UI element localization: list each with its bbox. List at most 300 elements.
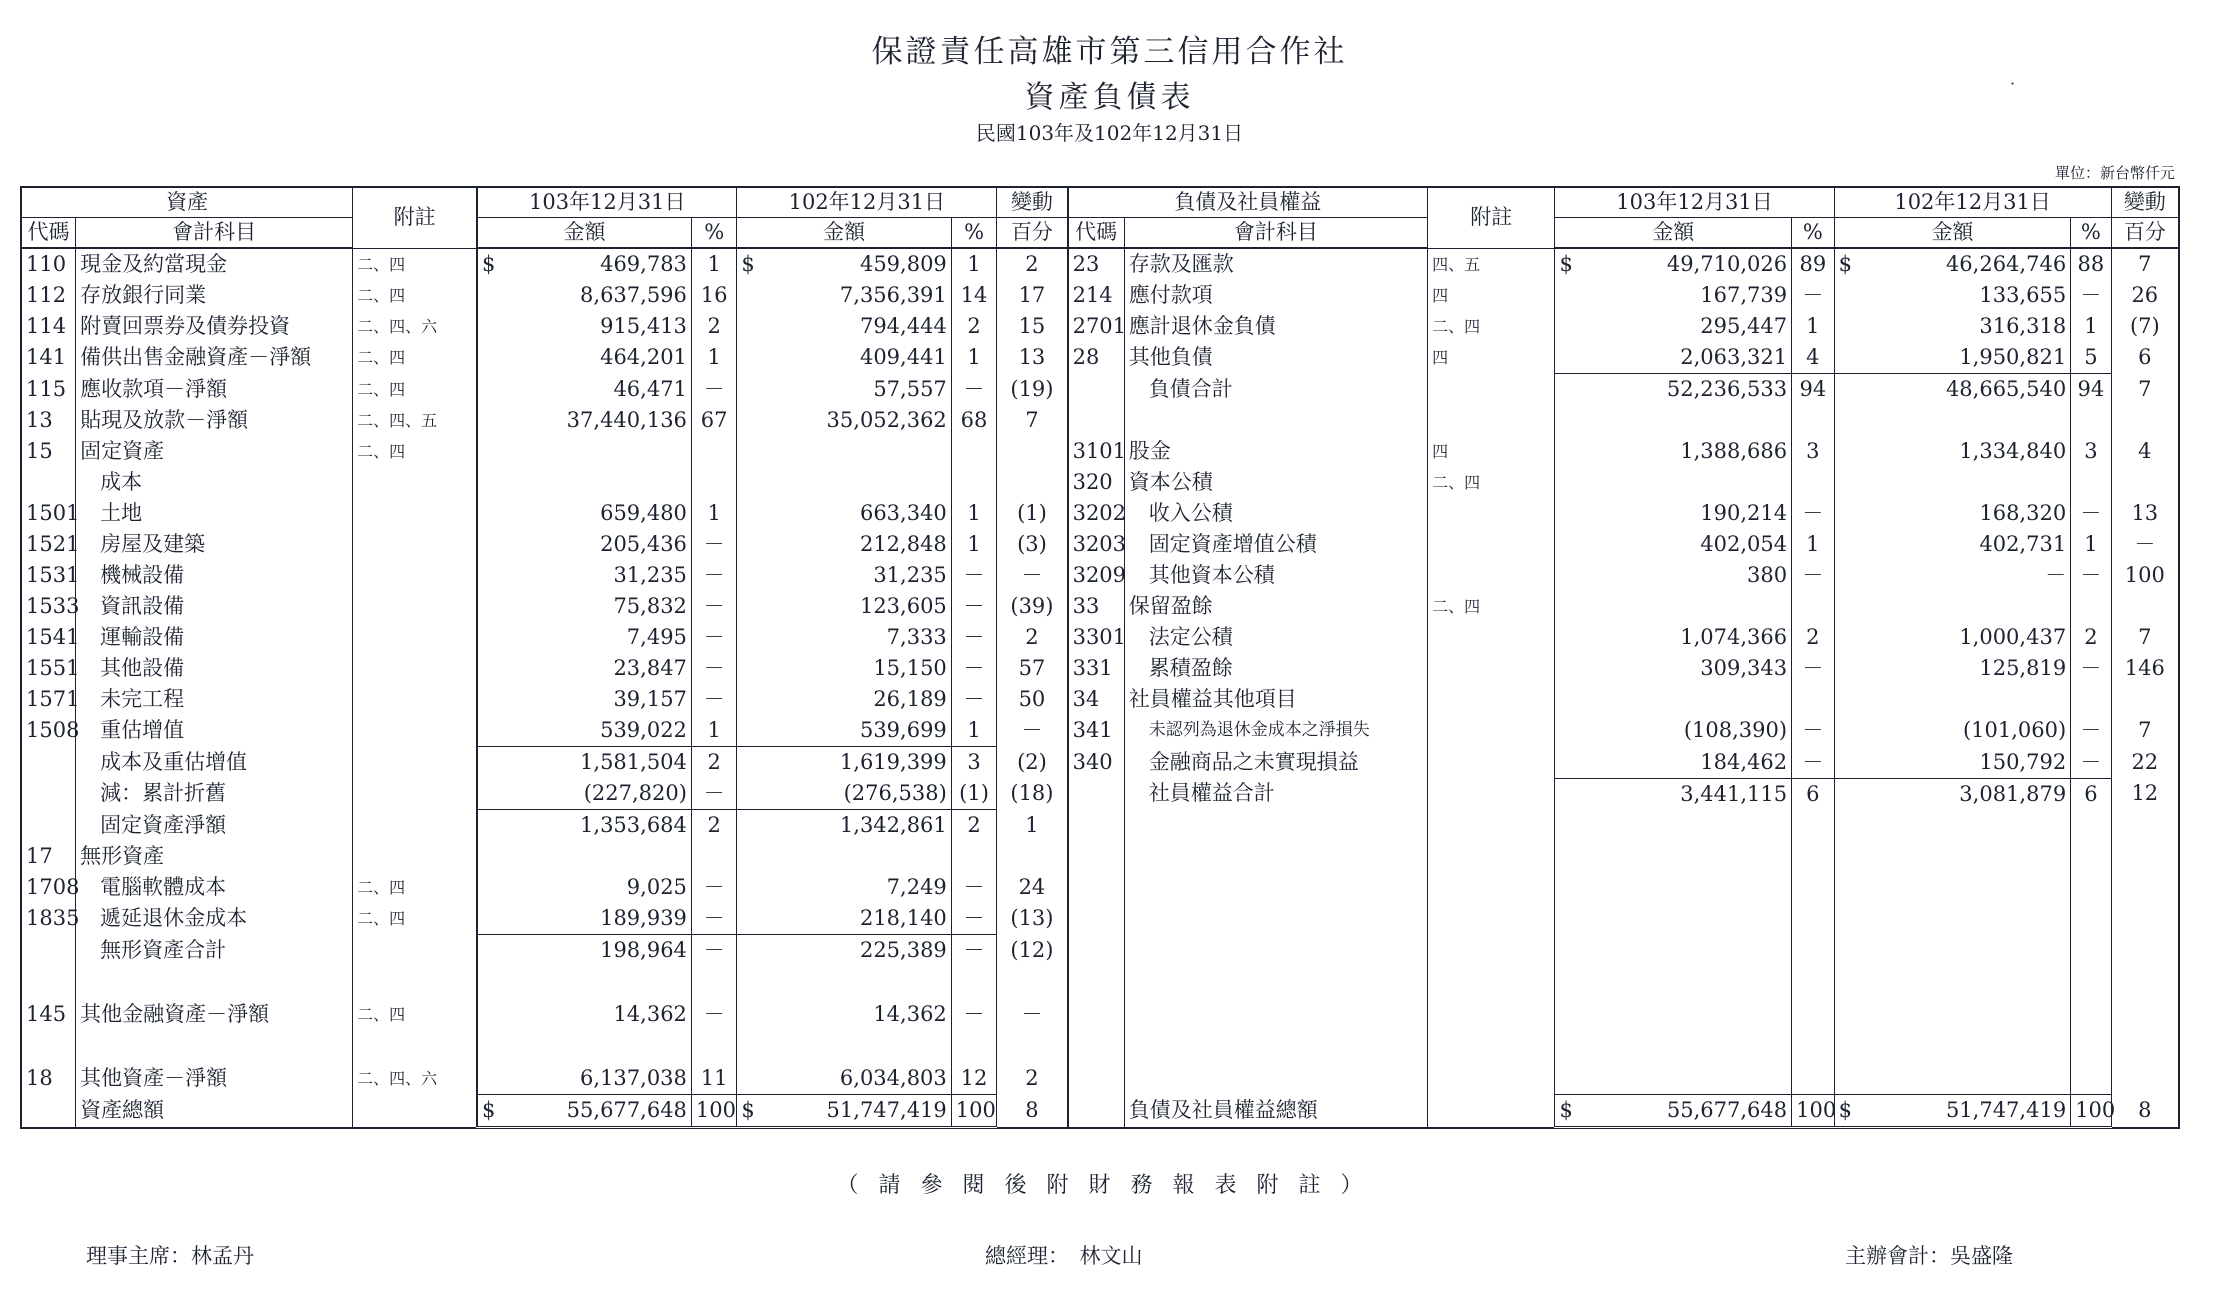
liab-103-amount <box>1555 999 1792 1030</box>
liab-103-pct-value: 3 <box>1806 439 1820 463</box>
liab-103-amount-value: 295,447 <box>1700 314 1788 338</box>
asset-102-pct <box>951 1095 997 1128</box>
asset-102-pct <box>951 684 997 715</box>
liab-code <box>1068 1030 1125 1063</box>
asset-103-amount-value: 1,581,504 <box>580 750 687 774</box>
asset-note <box>353 280 477 311</box>
liab-102-amount <box>1834 653 2071 684</box>
asset-change <box>997 966 1068 999</box>
liab-102-pct-value: － <box>2080 656 2102 680</box>
table-body <box>21 248 2179 1128</box>
asset-103-pct <box>691 935 737 967</box>
asset-102-pct <box>951 747 997 779</box>
asset-102-pct-value: 2 <box>967 813 981 837</box>
asset-note <box>353 935 477 967</box>
liab-103-pct-value: － <box>1802 501 1824 525</box>
liab-103-pct-value: － <box>1802 718 1824 743</box>
liab-103-amount <box>1555 1095 1792 1128</box>
asset-103-pct-value: － <box>703 532 725 556</box>
asset-change <box>997 810 1068 842</box>
liab-account <box>1124 903 1427 935</box>
asset-account <box>76 653 353 684</box>
asset-change-value: － <box>1021 563 1043 587</box>
liab-code <box>1068 591 1125 622</box>
asset-change <box>997 591 1068 622</box>
liab-account <box>1124 872 1427 903</box>
asset-code <box>21 653 80 684</box>
liab-change-value: 13 <box>2131 501 2159 525</box>
liab-103-amount-value: 402,054 <box>1700 532 1788 556</box>
asset-102-amount-value: 225,389 <box>859 938 947 962</box>
liab-103-pct-value: 89 <box>1799 252 1827 276</box>
asset-102-pct <box>951 903 997 935</box>
liab-note <box>1428 498 1555 529</box>
asset-102-pct <box>951 966 997 999</box>
liab-account-value: 負債合計 <box>1148 376 1233 401</box>
table-row <box>21 529 2179 560</box>
liab-account <box>1124 966 1427 999</box>
asset-102-pct-value: 1 <box>967 532 981 556</box>
table-row <box>21 872 2179 903</box>
liab-102-amount <box>1834 467 2071 498</box>
liab-103-amount-value: 167,739 <box>1700 283 1788 307</box>
asset-account-value: 土地 <box>100 501 143 525</box>
liab-103-amount <box>1555 529 1792 560</box>
asset-103-pct <box>691 903 737 935</box>
liab-code <box>1068 966 1125 999</box>
asset-note <box>353 872 477 903</box>
liab-102-amount-value: 316,318 <box>1979 314 2067 338</box>
liab-note <box>1428 248 1555 280</box>
liab-102-amount <box>1834 311 2071 342</box>
liab-102-pct <box>2071 684 2111 715</box>
liab-note <box>1428 715 1555 747</box>
liab-code <box>1068 311 1125 342</box>
asset-103-pct-value: － <box>703 781 725 805</box>
unit-label: 單位：新台幣仟元 <box>2054 164 2175 182</box>
asset-change-value: － <box>1021 718 1043 743</box>
asset-102-pct <box>951 715 997 747</box>
asset-102-pct <box>951 280 997 311</box>
asset-102-amount-value: 31,235 <box>873 563 947 587</box>
asset-102-amount <box>737 715 951 747</box>
table-row <box>21 405 2179 436</box>
liab-change-value: 7 <box>2138 376 2152 401</box>
asset-code <box>21 622 80 653</box>
liab-code-value: 214 <box>1072 283 1113 307</box>
asset-102-amount-value: 7,333 <box>886 625 947 649</box>
asset-102-amount <box>737 872 951 903</box>
liab-code-value: 3101 <box>1072 439 1127 463</box>
asset-change-value: 8 <box>1025 1098 1039 1122</box>
liab-account <box>1124 374 1427 406</box>
liab-102-pct <box>2071 280 2111 311</box>
asset-account <box>76 999 353 1030</box>
liab-102-amount <box>1834 999 2071 1030</box>
liab-note <box>1428 810 1555 842</box>
table-row <box>21 1095 2179 1128</box>
asset-account-value: 成本 <box>100 470 143 494</box>
asset-102-amount-value: 663,340 <box>859 501 947 525</box>
asset-103-pct <box>691 498 737 529</box>
currency-sign: $ <box>741 252 755 276</box>
liab-change <box>2111 966 2179 999</box>
liab-code <box>1068 405 1125 436</box>
liab-103-amount <box>1555 810 1792 842</box>
asset-103-header: 103年12月31日 <box>477 187 737 218</box>
liab-103-pct <box>1792 622 1834 653</box>
asset-102-pct <box>951 935 997 967</box>
liab-account-value: 金融商品之未實現損益 <box>1148 749 1359 774</box>
liab-account-value: 其他資本公積 <box>1148 563 1275 587</box>
asset-103-amount <box>477 872 691 903</box>
asset-account <box>76 560 353 591</box>
liab-103-amount <box>1555 715 1792 747</box>
liab-change-value: 146 <box>2124 656 2165 680</box>
asset-change <box>997 622 1068 653</box>
liab-account <box>1124 248 1427 280</box>
asset-account-value: 運輸設備 <box>100 625 185 649</box>
table-row <box>21 810 2179 842</box>
liab-102-pct-value: － <box>2080 718 2102 743</box>
asset-103-pct-value: 1 <box>707 252 721 276</box>
liab-code <box>1068 810 1125 842</box>
asset-103-amount-value: 14,362 <box>613 1002 687 1026</box>
liab-102-pct-header: % <box>2071 218 2111 249</box>
asset-103-amount <box>477 1063 691 1095</box>
liab-code-value: 3301 <box>1072 625 1127 649</box>
liab-103-pct <box>1792 374 1834 406</box>
asset-note <box>353 653 477 684</box>
asset-103-amount <box>477 715 691 747</box>
asset-account-value: 重估增值 <box>100 718 185 743</box>
asset-account-value: 無形資產 <box>80 844 165 868</box>
asset-code-value: 1501 <box>26 501 80 525</box>
stray-mark: ˙ <box>2008 80 2017 101</box>
table-row <box>21 280 2179 311</box>
liab-102-amount <box>1834 560 2071 591</box>
asset-102-amount <box>737 999 951 1030</box>
asset-note-value: 二、四、六 <box>357 317 438 336</box>
asset-102-pct-value: － <box>963 906 985 930</box>
asset-note-header: 附註 <box>353 187 477 248</box>
asset-account-value: 成本及重估增值 <box>100 749 248 774</box>
liab-103-amount <box>1555 778 1792 810</box>
report-period: 民國103年及102年12月31日 <box>975 121 1244 145</box>
asset-account <box>76 715 353 747</box>
liab-change-value: 7 <box>2138 718 2152 743</box>
liab-102-amount <box>1834 248 2071 280</box>
asset-code-value: 1508 <box>26 718 80 743</box>
asset-change <box>997 467 1068 498</box>
asset-change <box>997 903 1068 935</box>
liab-103-pct <box>1792 872 1834 903</box>
asset-102-amount <box>737 966 951 999</box>
liab-102-amount <box>1834 903 2071 935</box>
asset-102-header: 102年12月31日 <box>737 187 997 218</box>
asset-account-value: 附賣回票券及債券投資 <box>80 314 291 338</box>
asset-note <box>353 903 477 935</box>
liab-account-value: 資本公積 <box>1128 470 1213 494</box>
liab-account <box>1124 467 1427 498</box>
asset-account-value: 未完工程 <box>100 687 185 711</box>
asset-102-pct <box>951 342 997 374</box>
asset-code-value: 1708 <box>26 875 80 899</box>
asset-account-value: 機械設備 <box>100 563 185 587</box>
liab-change <box>2111 467 2179 498</box>
liab-account <box>1124 841 1427 872</box>
liab-account <box>1124 436 1427 467</box>
asset-account <box>76 498 353 529</box>
asset-102-pct <box>951 467 997 498</box>
asset-code <box>21 529 80 560</box>
asset-note <box>353 467 477 498</box>
liab-102-amount <box>1834 591 2071 622</box>
liab-102-pct-value: － <box>2080 749 2102 774</box>
liab-103-amount <box>1555 747 1792 779</box>
liab-account <box>1124 653 1427 684</box>
liab-102-amount <box>1834 715 2071 747</box>
liab-account <box>1124 1030 1427 1063</box>
asset-103-amount <box>477 903 691 935</box>
liab-code-value: 341 <box>1072 718 1113 743</box>
liab-code <box>1068 280 1125 311</box>
asset-102-amount <box>737 747 951 779</box>
liab-103-pct <box>1792 591 1834 622</box>
asset-103-amount-value: 464,201 <box>600 345 687 370</box>
liab-change <box>2111 903 2179 935</box>
asset-103-amount-value: 198,964 <box>600 938 687 962</box>
asset-103-amount <box>477 684 691 715</box>
liab-103-pct <box>1792 560 1834 591</box>
asset-change <box>997 935 1068 967</box>
liab-note <box>1428 841 1555 872</box>
liab-code-value: 3203 <box>1072 532 1127 556</box>
asset-103-amount-value: 46,471 <box>613 376 687 401</box>
liab-102-pct-value: 5 <box>2084 345 2098 369</box>
currency-sign: $ <box>482 1098 496 1122</box>
liab-102-pct <box>2071 903 2111 935</box>
liab-account-value: 存款及匯款 <box>1128 252 1234 276</box>
liab-code-value: 33 <box>1072 594 1100 618</box>
asset-103-amount <box>477 622 691 653</box>
currency-sign: $ <box>1559 1098 1573 1122</box>
asset-103-pct-value: 2 <box>707 813 721 837</box>
liab-102-pct-value: 3 <box>2084 439 2098 463</box>
asset-102-pct-value: － <box>963 687 985 711</box>
liab-103-amount-value: 2,063,321 <box>1680 345 1788 369</box>
asset-102-amount <box>737 1063 951 1095</box>
liab-102-pct <box>2071 999 2111 1030</box>
asset-note <box>353 529 477 560</box>
asset-103-amount-value: 1,353,684 <box>580 813 687 837</box>
asset-note-value: 二、四 <box>357 909 406 929</box>
liab-103-pct <box>1792 653 1834 684</box>
asset-code-value: 13 <box>26 408 53 432</box>
liab-account <box>1124 280 1427 311</box>
liab-account-value: 社員權益合計 <box>1148 781 1275 806</box>
asset-102-pct <box>951 529 997 560</box>
liab-103-amount <box>1555 841 1792 872</box>
chief-accountant-signature: 主辦會計：吳盛隆 <box>1845 1244 2013 1268</box>
liab-code-value: 3202 <box>1072 501 1127 525</box>
liab-change <box>2111 311 2179 342</box>
asset-102-pct-value: 14 <box>960 283 988 307</box>
liab-103-amount-value: 184,462 <box>1700 749 1788 774</box>
asset-102-amount-value: 7,356,391 <box>839 283 947 307</box>
asset-code <box>21 374 76 406</box>
asset-code-value: 1835 <box>26 906 80 931</box>
liab-note <box>1428 405 1555 436</box>
asset-account <box>76 1030 353 1063</box>
liab-103-amount <box>1555 405 1792 436</box>
asset-103-amount-value: 189,939 <box>600 906 687 930</box>
asset-code-value: 1571 <box>26 687 80 711</box>
asset-account-value: 現金及約當現金 <box>80 252 228 276</box>
liab-102-amount <box>1834 529 2071 560</box>
liab-102-pct <box>2071 311 2111 342</box>
asset-102-amount <box>737 810 951 842</box>
liab-102-amount <box>1834 436 2071 467</box>
asset-note <box>353 1030 477 1063</box>
asset-103-pct-value: － <box>703 687 725 711</box>
liab-102-amount-value: 125,819 <box>1979 656 2067 680</box>
liab-103-pct <box>1792 280 1834 311</box>
asset-code <box>21 999 76 1030</box>
asset-note <box>353 436 477 467</box>
asset-103-amount-value: 37,440,136 <box>566 408 687 432</box>
asset-103-amount <box>477 405 691 436</box>
asset-102-pct-value: 100 <box>955 1098 996 1122</box>
asset-change <box>997 778 1068 810</box>
asset-code-value: 114 <box>26 314 67 338</box>
liab-103-pct <box>1792 935 1834 967</box>
liab-103-pct <box>1792 903 1834 935</box>
liab-note <box>1428 999 1555 1030</box>
asset-note <box>353 966 477 999</box>
asset-change-value: 2 <box>1025 252 1039 276</box>
liab-note <box>1428 935 1555 967</box>
asset-102-pct <box>951 591 997 622</box>
asset-note <box>353 498 477 529</box>
asset-102-pct-value: － <box>963 656 985 680</box>
asset-102-amount-value: 26,189 <box>873 687 947 711</box>
liab-102-amount <box>1834 935 2071 967</box>
asset-102-pct-value: 1 <box>967 718 981 742</box>
asset-note <box>353 405 477 436</box>
asset-103-amount <box>477 374 691 406</box>
asset-change-value: 17 <box>1018 283 1046 307</box>
company-name: 保證責任高雄市第三信用合作社 <box>871 34 1348 70</box>
liab-102-amount <box>1834 498 2071 529</box>
asset-102-pct-value: － <box>963 1002 985 1026</box>
asset-103-pct-value: － <box>703 906 725 930</box>
table-row <box>21 1030 2179 1063</box>
asset-102-amount <box>737 498 951 529</box>
liab-102-pct <box>2071 591 2111 622</box>
asset-102-amount-value: 51,747,419 <box>826 1098 947 1122</box>
asset-account-value: 其他資產－淨額 <box>80 1066 228 1091</box>
table-row <box>21 467 2179 498</box>
liab-note <box>1428 467 1555 498</box>
asset-code <box>21 778 76 810</box>
currency-sign: $ <box>741 1098 755 1122</box>
liab-102-amount <box>1834 747 2071 779</box>
liab-change-value: 6 <box>2138 345 2152 370</box>
asset-account <box>76 903 353 935</box>
liab-account-value: 負債及社員權益總額 <box>1128 1098 1318 1122</box>
liab-change-value: 7 <box>2138 625 2152 649</box>
liab-code <box>1068 935 1125 967</box>
asset-account-value: 固定資產 <box>80 439 165 463</box>
liab-note <box>1428 436 1555 467</box>
liab-103-amount-value: 1,074,366 <box>1680 625 1788 649</box>
table-row <box>21 903 2179 935</box>
asset-103-amount <box>477 498 691 529</box>
liab-102-amount <box>1834 872 2071 903</box>
asset-account-value: 資產總額 <box>80 1098 165 1122</box>
liab-102-pct <box>2071 715 2111 747</box>
asset-102-amount-value: 7,249 <box>886 875 947 899</box>
liab-change-value: (7) <box>2129 314 2160 338</box>
liab-103-pct <box>1792 778 1834 810</box>
liab-103-amount <box>1555 248 1792 280</box>
liab-102-pct <box>2071 248 2111 280</box>
asset-103-pct-value: 1 <box>707 345 721 370</box>
liab-account <box>1124 622 1427 653</box>
liab-102-pct-value: － <box>2080 283 2102 307</box>
asset-account-header: 會計科目 <box>76 218 353 249</box>
table-row <box>21 966 2179 999</box>
liab-change-header: 變動 <box>2111 187 2179 218</box>
liab-change-value: 12 <box>2131 781 2159 806</box>
asset-103-pct <box>691 591 737 622</box>
liab-change <box>2111 529 2179 560</box>
asset-103-amount <box>477 747 691 779</box>
liab-102-pct-value: 94 <box>2077 377 2105 401</box>
liab-102-amount <box>1834 280 2071 311</box>
asset-change <box>997 342 1068 374</box>
liab-code <box>1068 436 1125 467</box>
liab-103-amount-value: (108,390) <box>1683 718 1788 743</box>
asset-note <box>353 1095 477 1128</box>
liab-102-amount-value: 1,000,437 <box>1959 625 2067 649</box>
asset-102-amount-value: 459,809 <box>859 252 947 276</box>
asset-note-value: 二、四、六 <box>357 1069 438 1089</box>
liab-change-value: 7 <box>2138 252 2152 276</box>
liab-code <box>1068 841 1125 872</box>
liab-102-amount <box>1834 810 2071 842</box>
asset-103-pct-value: － <box>703 938 725 962</box>
asset-account <box>76 591 353 622</box>
asset-103-pct <box>691 622 737 653</box>
liab-account <box>1124 1063 1427 1095</box>
asset-103-amount-value: 7,495 <box>626 625 687 649</box>
table-row <box>21 248 2179 280</box>
liab-note <box>1428 872 1555 903</box>
liab-code <box>1068 999 1125 1030</box>
asset-102-pct <box>951 1063 997 1095</box>
liab-102-amount <box>1834 778 2071 810</box>
liab-102-amount-header: 金額 <box>1834 218 2071 249</box>
liab-note <box>1428 342 1555 374</box>
liab-103-pct-value: 100 <box>1796 1098 1837 1122</box>
liab-code <box>1068 1095 1125 1128</box>
liab-account <box>1124 498 1427 529</box>
table-row <box>21 684 2179 715</box>
asset-103-pct <box>691 684 737 715</box>
asset-change-value: 24 <box>1018 875 1046 899</box>
